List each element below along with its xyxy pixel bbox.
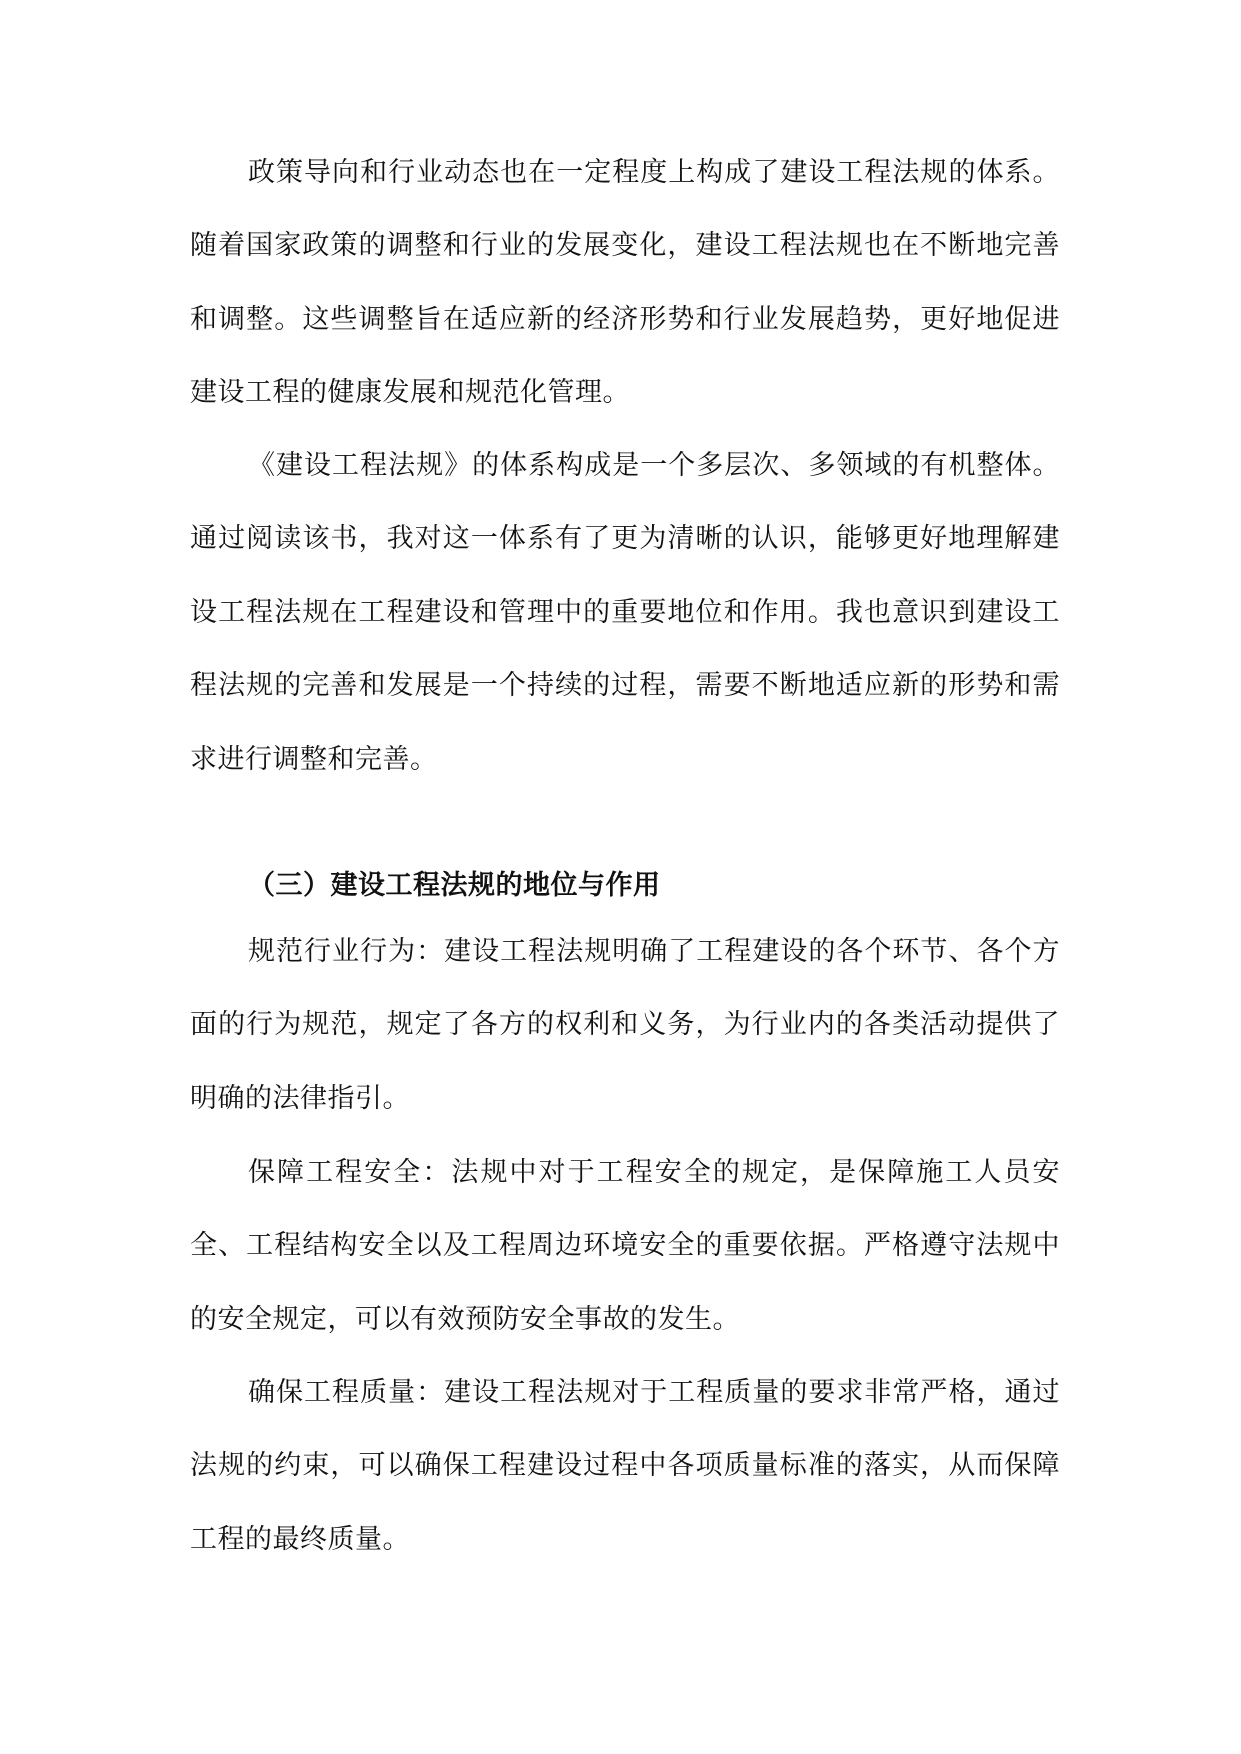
paragraph-regulate-behavior: 规范行业行为：建设工程法规明确了工程建设的各个环节、各个方面的行为规范，规定了各方的权利和义务，为行业内的各类活动提供了明确的法律指引。 xyxy=(190,936,1060,1114)
paragraph-ensure-safety: 保障工程安全：法规中对于工程安全的规定，是保障施工人员安全、工程结构安全以及工程周边环境安全的重要依据。严格遵守法规中的安全规定，可以有效预防安全事故的发生。 xyxy=(190,1157,1060,1335)
paragraph-ensure-quality: 确保工程质量：建设工程法规对于工程质量的要求非常严格，通过法规的约束，可以确保工程建设过程中各项质量标准的落实，从而保障工程的最终质量。 xyxy=(190,1377,1060,1555)
paragraph-policy-guidance: 政策导向和行业动态也在一定程度上构成了建设工程法规的体系。随着国家政策的调整和行业的发展变化，建设工程法规也在不断地完善和调整。这些调整旨在适应新的经济形势和行业发展趋势，更好地促进建设工程的健康发展和规范化管理。 xyxy=(190,157,1060,409)
section-heading: （三）建设工程法规的地位与作用 xyxy=(248,870,661,901)
paragraph-system-composition: 《建设工程法规》的体系构成是一个多层次、多领域的有机整体。通过阅读该书，我对这一体系有了更为清晰的认识，能够更好地理解建设工程法规在工程建设和管理中的重要地位和作用。我也意识到建设工程法规的完善和发展是一个持续的过程，需要不断地适应新的形势和需求进行调整和完善。 xyxy=(190,450,1060,775)
